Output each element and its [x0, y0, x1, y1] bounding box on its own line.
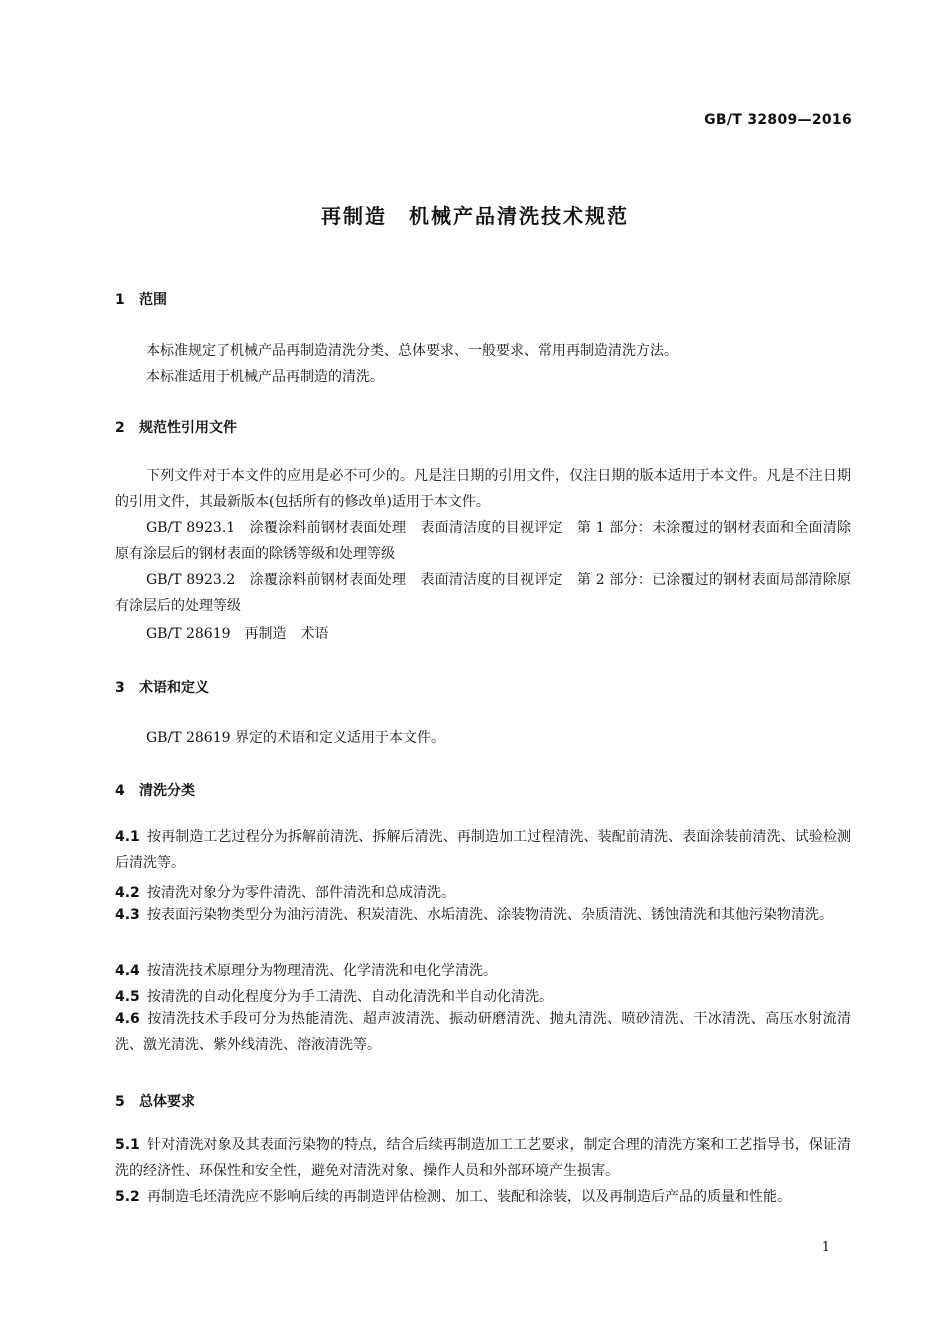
- clause-text: 针对清洗对象及其表面污染物的特点，结合后续再制造加工工艺要求，制定合理的清洗方案和工艺指导书，保证清洗的经济性、环保性和安全性，避免对清洗对象、操作人员和外部环境产生损害。: [115, 1137, 851, 1179]
- clause-number: 4.2: [115, 885, 140, 901]
- standard-number: GB/T 32809—2016: [704, 112, 852, 128]
- clause-text: 按表面污染物类型分为油污清洗、积炭清洗、水垢清洗、涂装物清洗、杂质清洗、锈蚀清洗和其他污染物清洗。: [147, 907, 833, 923]
- paragraph: 下列文件对于本文件的应用是必不可少的。凡是注日期的引用文件，仅注日期的版本适用于本文件。凡是不注日期的引用文件，其最新版本(包括所有的修改单)适用于本文件。: [115, 468, 851, 510]
- clause: [115, 902, 851, 928]
- normative-reference: [115, 515, 851, 567]
- clause-text: 按清洗的自动化程度分为手工清洗、自动化清洗和半自动化清洗。: [147, 989, 553, 1005]
- section-title: 总体要求: [139, 1094, 195, 1110]
- clause-number: 5.1: [115, 1137, 140, 1153]
- section-number: 5: [115, 1094, 125, 1110]
- clause-text: 按清洗技术原理分为物理清洗、化学清洗和电化学清洗。: [147, 963, 497, 979]
- reference-code: GB/T 8923.2: [146, 572, 236, 588]
- clause: [115, 1132, 851, 1184]
- section-title: 范围: [139, 292, 167, 308]
- section-number: 3: [115, 680, 125, 696]
- section-5-heading: [115, 1091, 195, 1111]
- clause: [115, 960, 851, 980]
- clause: [115, 986, 851, 1006]
- clause-number: 4.6: [115, 1011, 140, 1027]
- reference-code: GB/T 28619: [146, 626, 231, 642]
- section-number: 4: [115, 783, 125, 799]
- section-title: 规范性引用文件: [139, 420, 237, 436]
- reference-code: GB/T 8923.1: [146, 520, 236, 536]
- normative-reference: [115, 623, 851, 643]
- paragraph: GB/T 28619 界定的术语和定义适用于本文件。: [146, 730, 445, 746]
- page-number: 1: [821, 1240, 830, 1255]
- section-4-heading: [115, 780, 195, 800]
- clause-text: 按清洗对象分为零件清洗、部件清洗和总成清洗。: [147, 885, 455, 901]
- clause-number: 4.3: [115, 907, 140, 923]
- section-2-heading: [115, 417, 237, 437]
- clause-number: 5.2: [115, 1189, 140, 1205]
- section-1-heading: [115, 289, 167, 309]
- clause-number: 4.4: [115, 963, 140, 979]
- paragraph: 本标准规定了机械产品再制造清洗分类、总体要求、一般要求、常用再制造清洗方法。: [146, 343, 678, 359]
- reference-title: 涂覆涂料前钢材表面处理 表面清洁度的目视评定 第 2 部分：已涂覆过的钢材表面局部清除原有涂层后的处理等级: [115, 572, 852, 614]
- clause: [115, 1184, 851, 1210]
- section-title: 术语和定义: [139, 680, 209, 696]
- section-number: 1: [115, 292, 125, 308]
- section-3-heading: [115, 677, 209, 697]
- document-title: 再制造 机械产品清洗技术规范: [321, 204, 629, 228]
- clause-number: 4.1: [115, 829, 140, 845]
- clause: [115, 1006, 851, 1058]
- section-number: 2: [115, 420, 125, 436]
- clause-text: 按再制造工艺过程分为拆解前清洗、拆解后清洗、再制造加工过程清洗、装配前清洗、表面涂装前清洗、试验检测后清洗等。: [115, 829, 851, 871]
- reference-title: 再制造 术语: [244, 626, 329, 642]
- clause-number: 4.5: [115, 989, 140, 1005]
- normative-reference: [115, 567, 851, 619]
- paragraph: 本标准适用于机械产品再制造的清洗。: [146, 369, 384, 385]
- clause: [115, 824, 851, 876]
- reference-title: 涂覆涂料前钢材表面处理 表面清洁度的目视评定 第 1 部分：未涂覆过的钢材表面和全面清除原有涂层后的钢材表面的除锈等级和处理等级: [115, 520, 852, 562]
- clause: [115, 882, 851, 902]
- section-title: 清洗分类: [139, 783, 195, 799]
- clause-text: 再制造毛坯清洗应不影响后续的再制造评估检测、加工、装配和涂装，以及再制造后产品的质量和性能。: [147, 1189, 791, 1205]
- clause-text: 按清洗技术手段可分为热能清洗、超声波清洗、振动研磨清洗、抛丸清洗、喷砂清洗、干冰清洗、高压水射流清洗、激光清洗、紫外线清洗、溶液清洗等。: [115, 1011, 851, 1053]
